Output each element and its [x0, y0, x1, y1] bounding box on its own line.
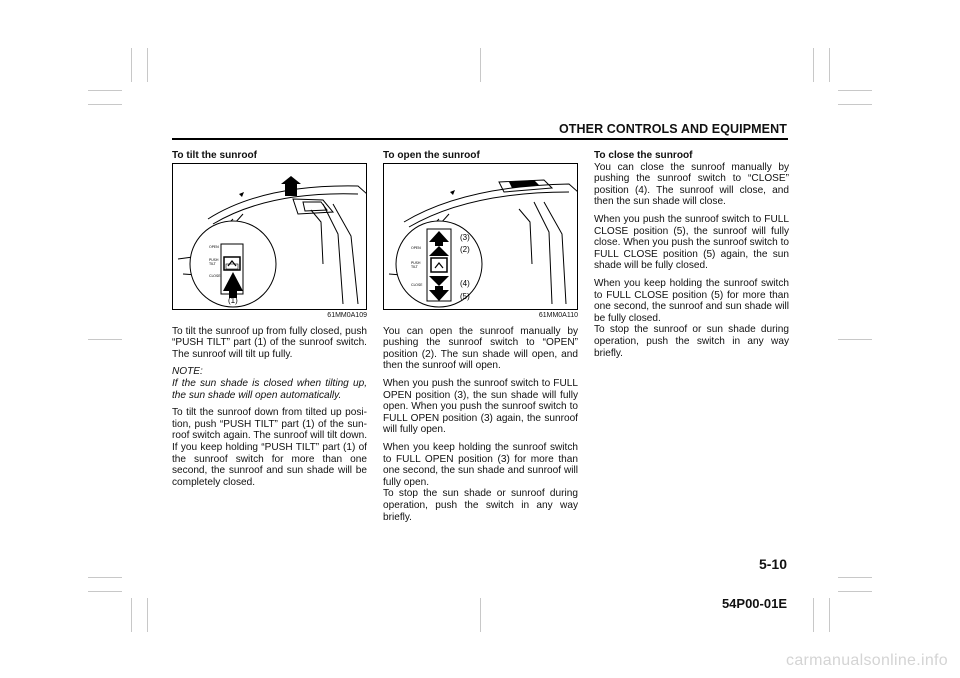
- note-label: NOTE:: [172, 366, 203, 378]
- crop-mark: [838, 104, 872, 105]
- paragraph: To stop the sunroof or sun shade during operation, push the switch in any way briefly.: [594, 324, 789, 359]
- crop-mark: [147, 598, 148, 632]
- crop-mark: [813, 598, 814, 632]
- document-code: 54P00-01E: [721, 596, 787, 611]
- svg-text:PUSH: PUSH: [411, 260, 421, 265]
- svg-text:OPEN: OPEN: [209, 244, 219, 249]
- paragraph: When you push the sunroof switch to FULL CLOSE position (5), the sunroof will fully close. When you push the sunroof switch to FULL CLOSE position (5) again, the sun shade will be fully closed.: [594, 213, 789, 272]
- callout-label-5: (5): [460, 291, 470, 301]
- note-text: If the sun shade is closed when tilting up, the sun shade will open automatically.: [172, 377, 367, 401]
- svg-text:TILT: TILT: [411, 264, 418, 269]
- heading-tilt: To tilt the sunroof: [172, 150, 258, 161]
- callout-label-2: (2): [460, 244, 470, 254]
- crop-mark: [480, 598, 481, 632]
- section-title: OTHER CONTROLS AND EQUIPMENT: [558, 122, 787, 136]
- crop-mark: [838, 577, 872, 578]
- paragraph: When you push the sunroof switch to FULL OPEN position (3), the sun shade will fully open. When you push the sunroof switch to FULL OPEN position (3) again, the sunroof will fully open.: [383, 377, 578, 436]
- heading-open: To open the sunroof: [383, 150, 480, 161]
- crop-mark: [829, 598, 830, 632]
- crop-mark: [829, 48, 830, 82]
- callout-label-3: (3): [460, 232, 470, 242]
- crop-mark: [480, 48, 481, 82]
- svg-text:CLOSE: CLOSE: [209, 273, 221, 278]
- crop-mark: [88, 339, 122, 340]
- callout-label-1: (1): [228, 295, 238, 305]
- svg-text:CLOSE: CLOSE: [411, 282, 423, 287]
- crop-mark: [131, 598, 132, 632]
- crop-mark: [838, 339, 872, 340]
- svg-text:TILT: TILT: [209, 261, 216, 266]
- sunroof-tilt-illustration: [173, 164, 367, 310]
- paragraph: To stop the sun shade or sunroof during operation, push the switch in any way briefly.: [383, 488, 578, 523]
- figure-id: 61MM0A109: [327, 311, 367, 319]
- paragraph: To tilt the sunroof down from tilted up posi-tion, push “PUSH TILT” part (1) of the sun-roof switch again. The sunroof will tilt down. If you keep holding “PUSH TILT” part (1) of the sunroof switch for more than one second, the sunroof and sun shade will be completely closed.: [172, 407, 367, 488]
- crop-mark: [147, 48, 148, 82]
- page-number: 5-10: [758, 556, 787, 572]
- crop-mark: [88, 104, 122, 105]
- crop-mark: [813, 48, 814, 82]
- paragraph: You can open the sunroof manually by pushing the sunroof switch to “OPEN” position (2). The sun shade will open, and then the sunroof will open.: [383, 325, 578, 372]
- crop-mark: [131, 48, 132, 82]
- figure-tilt: [172, 163, 367, 310]
- paragraph: To tilt the sunroof up from fully closed, push “PUSH TILT” part (1) of the sunroof switch. The sunroof will tilt up fully.: [172, 325, 367, 360]
- crop-mark: [838, 90, 872, 91]
- crop-mark: [88, 591, 122, 592]
- crop-mark: [88, 90, 122, 91]
- paragraph: When you keep holding the sunroof switch to FULL CLOSE position (5) for more than one second, the sunroof and sun shade will be fully closed.: [594, 277, 789, 324]
- figure-id: 61MM0A110: [538, 311, 578, 319]
- paragraph: When you keep holding the sunroof switch to FULL OPEN position (3) for more than one second, the sun shade and sunroof will fully open.: [383, 441, 578, 488]
- watermark: carmanualsonline.info: [786, 652, 948, 669]
- heading-close: To close the sunroof: [594, 150, 693, 161]
- column-tilt: [172, 150, 367, 488]
- column-open: [383, 150, 578, 523]
- svg-text:PUSH: PUSH: [209, 257, 219, 262]
- paragraph: You can close the sunroof manually by pushing the sunroof switch to “CLOSE” position (4). The sunroof will close, and then the sun shade will close.: [594, 161, 789, 208]
- svg-text:OPEN: OPEN: [411, 245, 421, 250]
- sunroof-open-illustration: [384, 164, 578, 310]
- column-close: [594, 150, 789, 359]
- header-rule: [172, 138, 788, 140]
- callout-label-4: (4): [460, 278, 470, 288]
- figure-open: [383, 163, 578, 310]
- crop-mark: [88, 577, 122, 578]
- crop-mark: [838, 591, 872, 592]
